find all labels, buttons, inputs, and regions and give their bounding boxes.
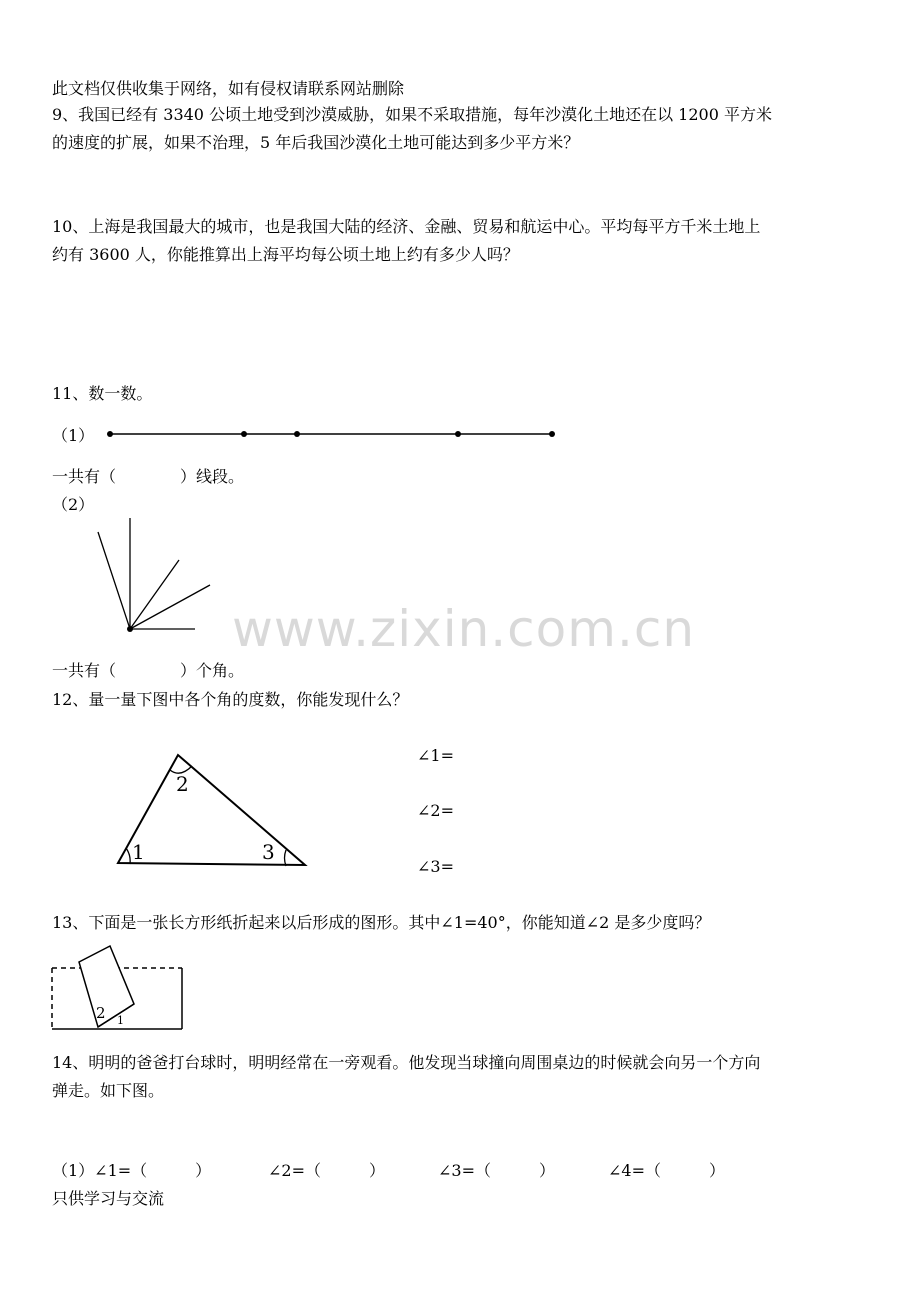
q12-title: 12、量一量下图中各个角的度数，你能发现什么？ <box>52 690 409 709</box>
q9-line1: 9、我国已经有 3340 公顷土地受到沙漠威胁，如果不采取措施，每年沙漠化土地还在以 1200 平方米 <box>52 105 772 124</box>
watermark: www.zixin.com.cn <box>232 600 696 658</box>
q11-part1-answer: 一共有（ ）线段。 <box>52 467 245 486</box>
q12-answer-3: ∠3= <box>417 857 454 876</box>
triangle-angle-label: 3 <box>262 840 275 864</box>
q14-blank-4: ∠4=（ ） <box>608 1161 725 1180</box>
q12-answer-2: ∠2= <box>417 801 454 820</box>
q10-line2: 约有 3600 人，你能推算出上海平均每公顷土地上约有多少人吗？ <box>52 245 519 264</box>
q12-answer-1: ∠1= <box>417 746 454 765</box>
q11-part2-answer: 一共有（ ）个角。 <box>52 661 245 680</box>
q11-part2-label: （2） <box>52 495 95 514</box>
fold-angle-label: 2 <box>96 1004 106 1022</box>
q14-line1: 14、明明的爸爸打台球时，明明经常在一旁观看。他发现当球撞向周围桌边的时候就会向另一个方向 <box>52 1053 761 1072</box>
q14-blank-3: ∠3=（ ） <box>438 1161 555 1180</box>
q9-line2: 的速度的扩展，如果不治理，5 年后我国沙漠化土地可能达到多少平方米？ <box>52 133 580 152</box>
fold-angle-label: 1 <box>117 1014 124 1027</box>
q13-title: 13、下面是一张长方形纸折起来以后形成的图形。其中∠1=40°，你能知道∠2 是多少度吗？ <box>52 913 711 932</box>
q14-line2: 弹走。如下图。 <box>52 1081 165 1100</box>
triangle-angle-label: 2 <box>176 772 189 796</box>
q10-line1: 10、上海是我国最大的城市，也是我国大陆的经济、金融、贸易和航运中心。平均每平方千米土地上 <box>52 217 761 236</box>
triangle-angle-label: 1 <box>132 840 145 864</box>
page-footer: 只供学习与交流 <box>52 1189 165 1208</box>
q14-blank-1: （1）∠1=（ ） <box>52 1161 212 1180</box>
page-header: 此文档仅供收集于网络，如有侵权请联系网站删除 <box>52 79 405 98</box>
q11-title: 11、数一数。 <box>52 384 153 403</box>
q14-blank-2: ∠2=（ ） <box>268 1161 385 1180</box>
q11-part1-label: （1） <box>52 426 95 445</box>
